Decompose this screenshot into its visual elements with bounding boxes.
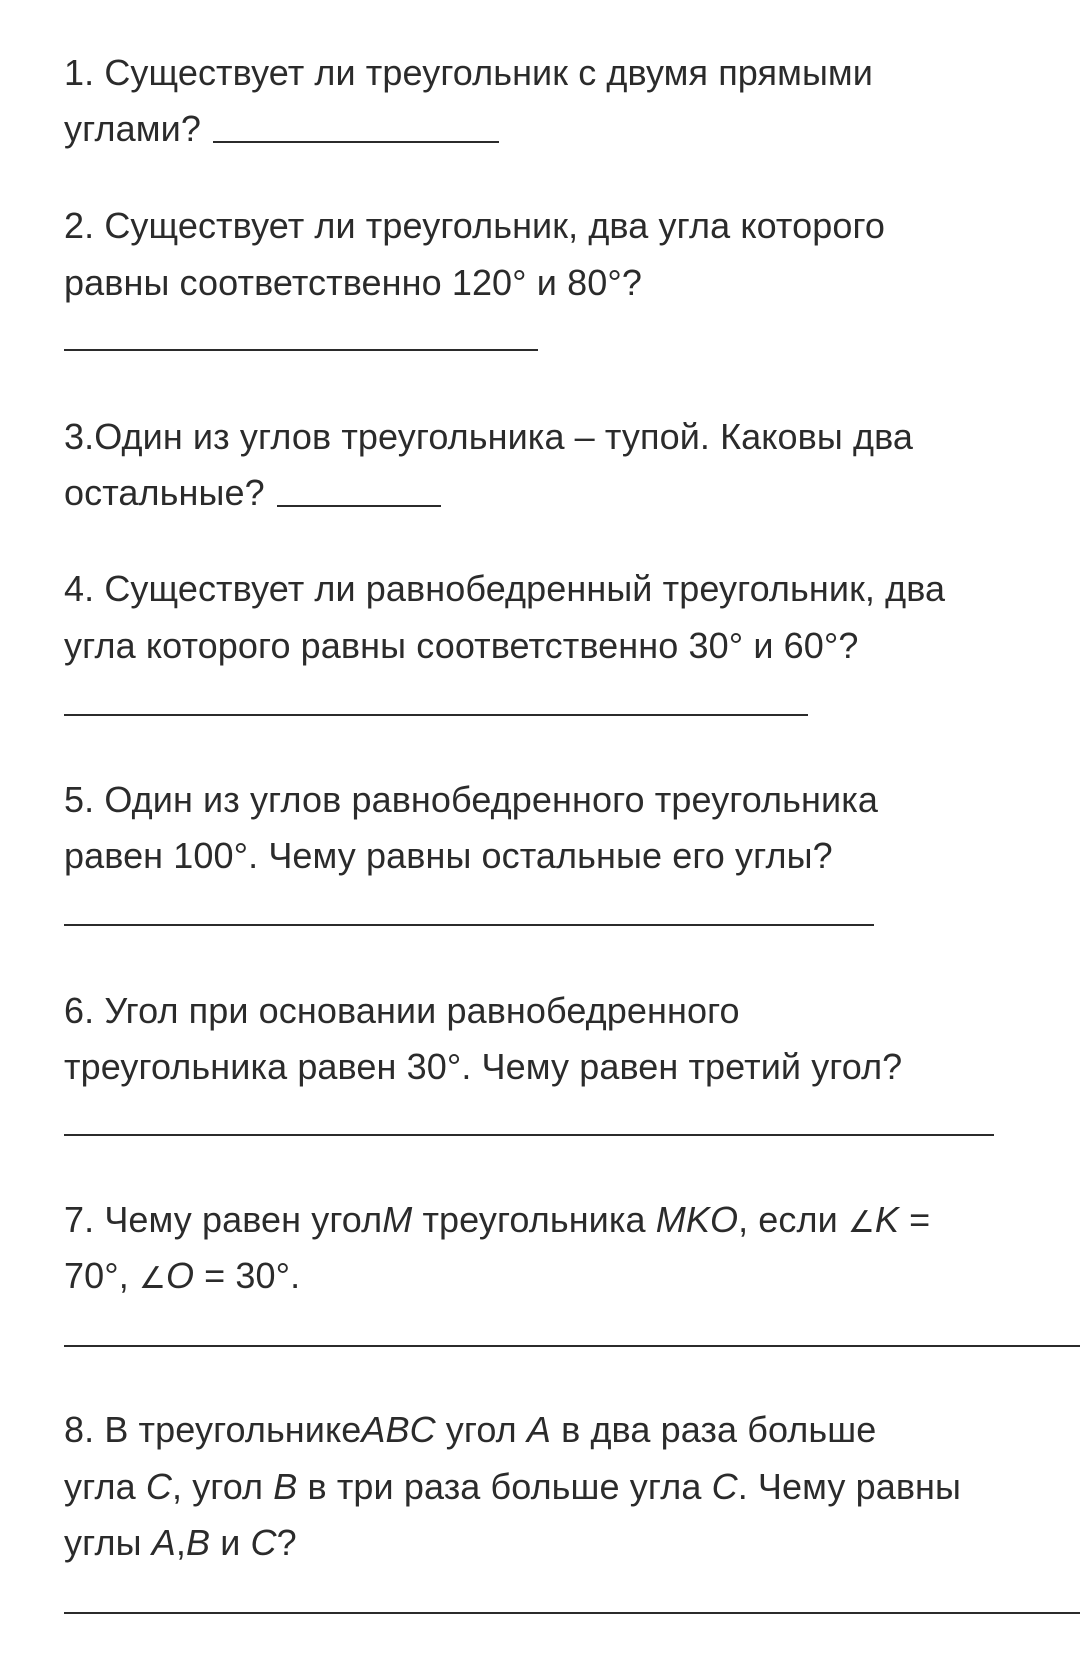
q7-text-b: треугольника: [412, 1199, 656, 1240]
question-3-text: остальные?: [64, 472, 265, 513]
q8-angle-b: B: [273, 1466, 298, 1507]
question-5-line-1: 5. Один из углов равнобедренного треугольника: [64, 779, 878, 820]
question-6-line-1: 6. Угол при основании равнобедренного: [64, 990, 740, 1031]
q8-text-k: ?: [276, 1522, 297, 1563]
q8-text-e: , угол: [171, 1466, 274, 1507]
question-3-line-1: 3.Один из углов треугольника – тупой. Каковы два: [64, 416, 914, 457]
question-7-line-2: [64, 1255, 300, 1300]
q8-angle-c3: C: [250, 1522, 277, 1563]
question-1-line-1: 1. Существует ли треугольник с двумя прямыми: [64, 52, 873, 93]
answer-blank-7[interactable]: [64, 1345, 1080, 1347]
question-4-line-1: 4. Существует ли равнобедренный треугольник, два: [64, 568, 946, 609]
question-5-line-2: равен 100°. Чему равны остальные его углы?: [64, 835, 833, 876]
q7-text-e: 70°,: [64, 1255, 139, 1296]
q7-angle-o: O: [165, 1255, 195, 1296]
q8-text-c: в два раза больше: [551, 1409, 877, 1450]
q8-text-f: в три раза больше угла: [297, 1466, 712, 1507]
question-2-line-1: 2. Существует ли треугольник, два угла которого: [64, 205, 886, 246]
answer-blank-8[interactable]: [64, 1612, 1080, 1614]
q7-text-c: , если: [738, 1199, 848, 1240]
q8-text-b: угол: [435, 1409, 527, 1450]
q8-angle-b2: B: [185, 1522, 211, 1563]
q8-text-a: 8. В треугольнике: [64, 1409, 362, 1450]
question-4-line-2: угла которого равны соответственно 30° и 60°?: [64, 625, 859, 666]
question-3-line-2: [64, 472, 441, 514]
q7-text-d: =: [899, 1199, 931, 1240]
question-8-line-1: [64, 1409, 876, 1451]
angle-symbol-icon: ∠: [847, 1206, 875, 1239]
answer-blank-4[interactable]: [64, 714, 808, 716]
q7-angle-m: M: [382, 1199, 413, 1240]
q8-angle-c2: C: [711, 1466, 738, 1507]
q7-angle-k: K: [874, 1199, 900, 1240]
q8-text-h: углы: [64, 1522, 152, 1563]
q8-angle-a: A: [526, 1409, 552, 1450]
q8-triangle-abc: ABC: [361, 1409, 436, 1450]
q7-text-f: = 30°.: [194, 1255, 301, 1296]
question-8-line-3: [64, 1522, 297, 1564]
question-2-line-2: равны соответственно 120° и 80°?: [64, 262, 642, 303]
q8-angle-c: C: [145, 1466, 172, 1507]
answer-blank-5[interactable]: [64, 924, 874, 926]
q8-text-g: . Чему равны: [737, 1466, 962, 1507]
question-8-line-2: [64, 1466, 961, 1508]
q7-triangle-mko: MKO: [655, 1199, 739, 1240]
question-1-line-2: [64, 108, 499, 150]
q8-text-i: ,: [175, 1522, 186, 1563]
question-1-text: углами?: [64, 108, 201, 149]
answer-blank-1[interactable]: [213, 141, 499, 143]
q8-angle-a2: A: [151, 1522, 176, 1563]
answer-blank-6[interactable]: [64, 1134, 994, 1136]
answer-blank-3[interactable]: [277, 505, 441, 507]
q8-text-d: угла: [64, 1466, 146, 1507]
answer-blank-2[interactable]: [64, 349, 538, 351]
question-7-line-1: [64, 1199, 930, 1244]
q7-text-a: 7. Чему равен угол: [64, 1199, 383, 1240]
angle-symbol-icon: ∠: [138, 1262, 166, 1295]
q8-text-j: и: [210, 1522, 251, 1563]
question-6-line-2: треугольника равен 30°. Чему равен третий угол?: [64, 1046, 903, 1087]
